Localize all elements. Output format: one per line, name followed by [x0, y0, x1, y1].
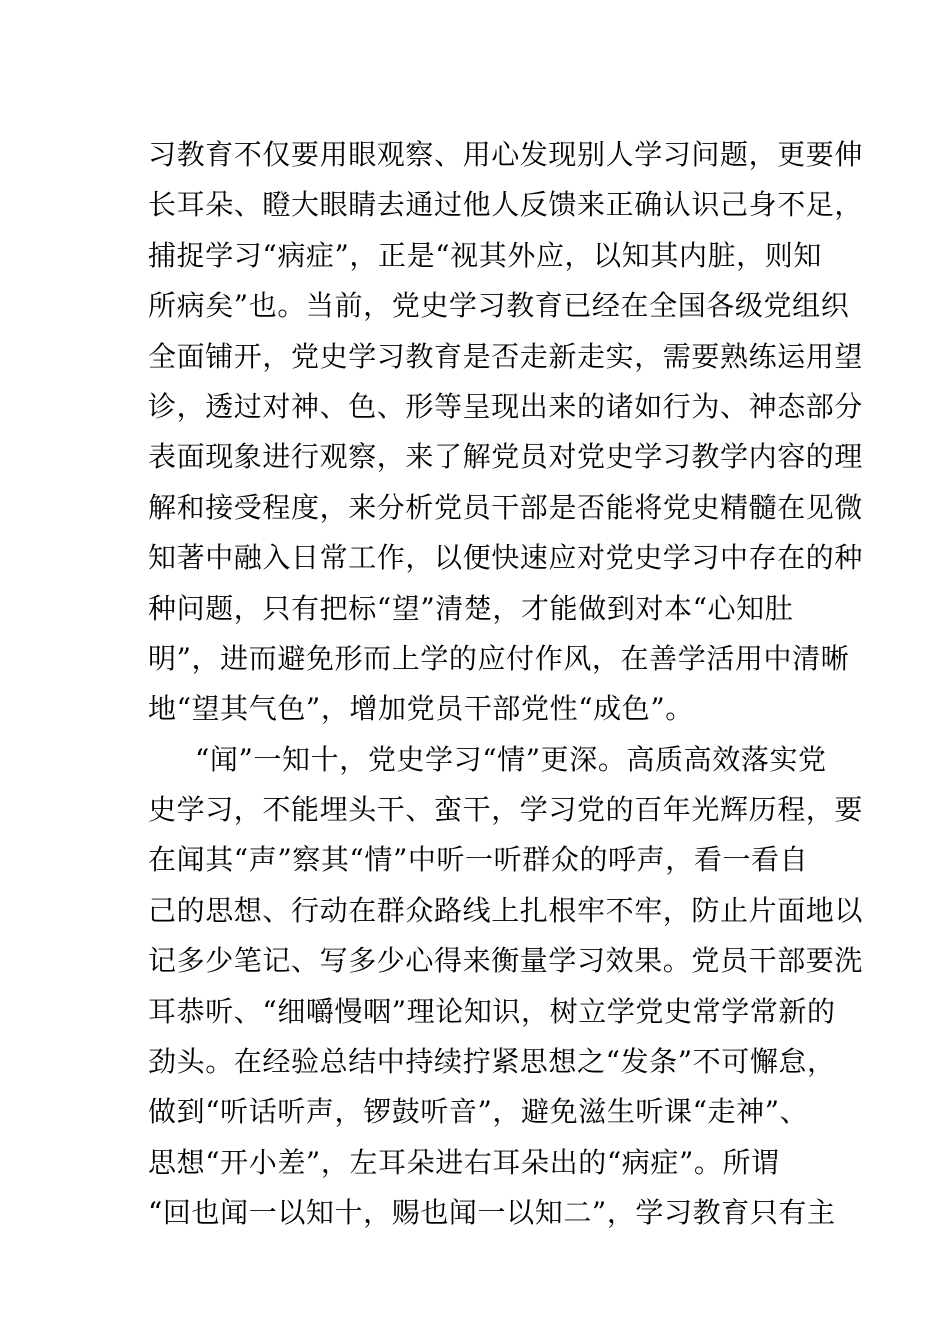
paragraph-2	[148, 735, 864, 1239]
text-line: “回也闻一以知十，赐也闻一以知二”，学习教育只有主	[148, 1196, 836, 1230]
text-line: 所病矣”也。当前，党史学习教育已经在全国各级党组织	[148, 289, 850, 323]
text-line: 明”，进而避免形而上学的应付作风，在善学活用中清晰	[148, 641, 850, 675]
text-line: 地“望其气色”，增加党员干部党性“成色”。	[148, 692, 694, 726]
text-line: 记多少笔记、写多少心得来衡量学习效果。党员干部要洗	[148, 944, 864, 978]
text-line: 知著中融入日常工作，以便快速应对党史学习中存在的种	[148, 541, 864, 575]
text-line: 诊，透过对神、色、形等呈现出来的诸如行为、神态部分	[148, 389, 864, 423]
text-line: 习教育不仅要用眼观察、用心发现别人学习问题，更要伸	[148, 138, 864, 171]
text-line: 己的思想、行动在群众路线上扎根牢不牢，防止片面地以	[148, 893, 864, 927]
text-line: 做到“听话听声，锣鼓听音”，避免滋生听课“走神”、	[148, 1095, 809, 1129]
text-line: 劲头。在经验总结中持续拧紧思想之“发条”不可懈怠，	[148, 1045, 836, 1079]
text-line: 思想“开小差”，左耳朵进右耳朵出的“病症”。所谓	[148, 1145, 780, 1179]
text-line: 表面现象进行观察，来了解党员对党史学习教学内容的理	[148, 440, 864, 474]
paragraph-1	[148, 130, 864, 735]
text-line: 全面铺开，党史学习教育是否走新走实，需要熟练运用望	[148, 339, 864, 373]
text-line: 种问题，只有把标“望”清楚，才能做到对本“心知肚	[148, 591, 794, 625]
text-line: 史学习，不能埋头干、蛮干，学习党的百年光辉历程，要	[148, 793, 864, 827]
text-line: 解和接受程度，来分析党员干部是否能将党史精髓在见微	[148, 490, 864, 524]
text-line: 捕捉学习“病症”，正是“视其外应，以知其内脏，则知	[148, 238, 822, 272]
text-line: 耳恭听、“细嚼慢咽”理论知识，树立学党史常学常新的	[148, 994, 836, 1028]
text-line: 在闻其“声”察其“情”中听一听群众的呼声，看一看自	[148, 843, 809, 877]
body-text	[148, 130, 864, 1239]
text-line: “闻”一知十，党史学习“情”更深。高质高效落实党	[195, 742, 827, 776]
text-line: 长耳朵、瞪大眼睛去通过他人反馈来正确认识己身不足，	[148, 188, 864, 222]
